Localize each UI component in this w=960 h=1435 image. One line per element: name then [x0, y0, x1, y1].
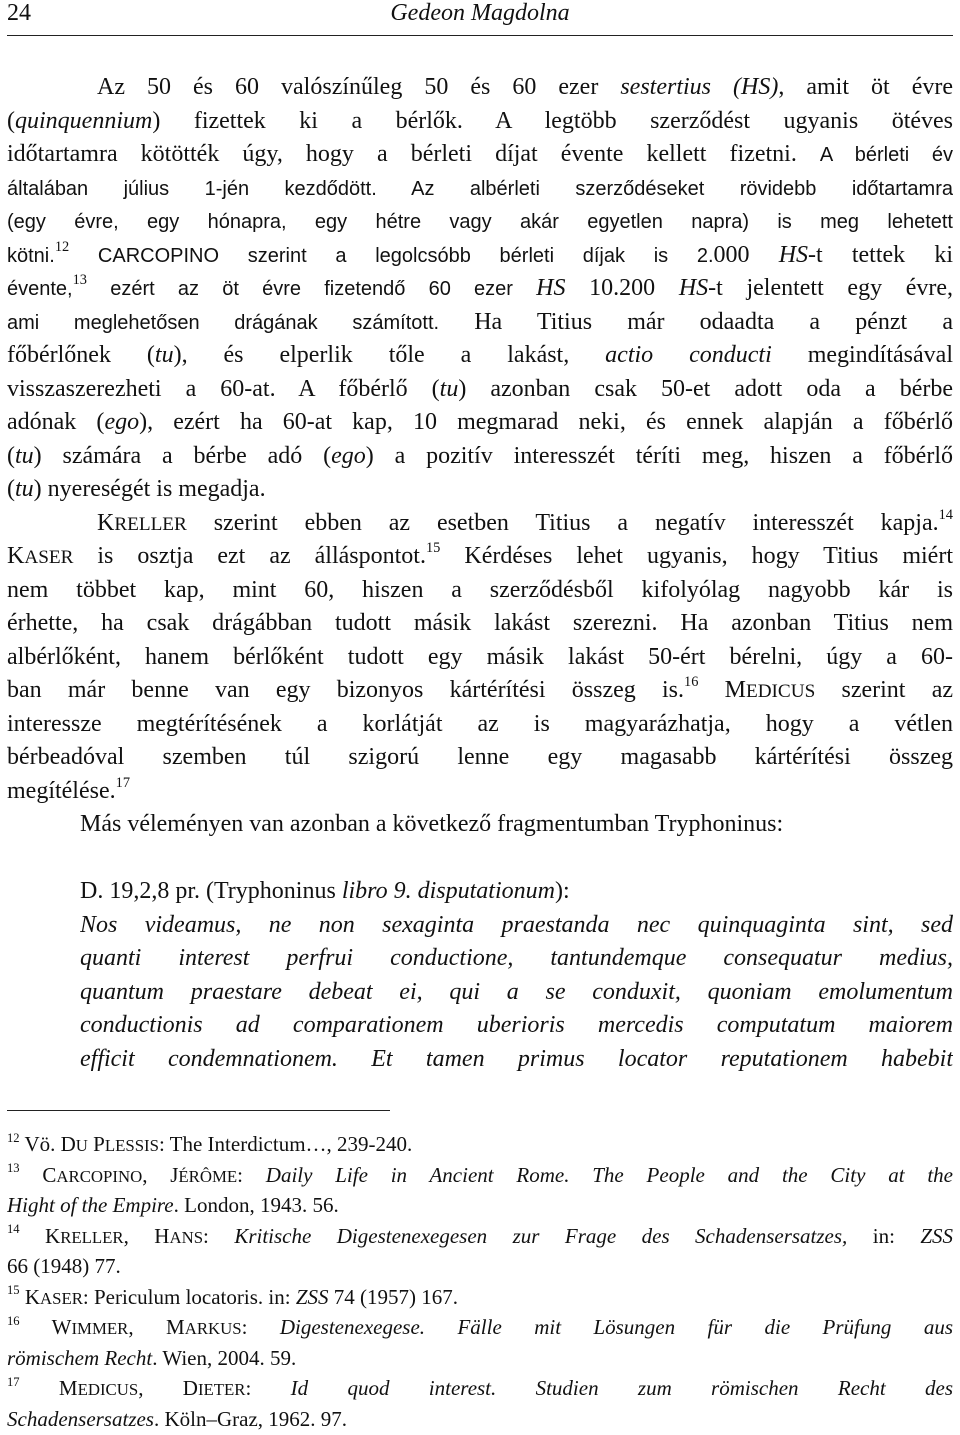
- text-run: ) számára a bérbe adó (: [33, 442, 332, 469]
- italic-run: Kritische Digestenexegesen zur Frage des Schadensersatzes,: [234, 1223, 848, 1248]
- italic-run: HS: [536, 275, 566, 301]
- footnote-line: [7, 1404, 953, 1435]
- sans-run: C: [69, 244, 113, 267]
- text-run: W: [19, 1315, 72, 1339]
- text-line: [7, 574, 953, 608]
- text-run: , H: [123, 1223, 170, 1248]
- italic-run: sestertius (HS): [620, 74, 779, 100]
- footnote-divider: [7, 1110, 390, 1111]
- sans-run: általában július 1-jén kezdődött. Az albérleti szerződéseket rövidebb időtartamra: [7, 177, 953, 200]
- text-line: [7, 607, 953, 641]
- sans-run: ezért az öt évre fizetendő 60 ezer: [87, 278, 537, 300]
- body-text: [7, 71, 953, 1076]
- footnote-ref: 13: [7, 1161, 20, 1176]
- text-run: -t tettek ki: [808, 241, 953, 268]
- italic-run: HS: [678, 275, 709, 301]
- text-run: . Wien, 2004. 59.: [152, 1345, 297, 1370]
- text-run: bérbeadóval szemben túl szigorú lenne egy magasabb kártérítési összeg: [7, 744, 953, 770]
- text-run: 000: [713, 241, 779, 268]
- footnote-line: [7, 1251, 953, 1282]
- small-caps-run: LESSIS: [104, 1136, 159, 1155]
- italic-run: römischem Recht: [7, 1345, 153, 1370]
- text-line: [7, 708, 953, 742]
- footnote-line: [7, 1312, 953, 1343]
- text-run: megindításával: [771, 342, 953, 368]
- text-run: K: [19, 1284, 41, 1309]
- italic-run: efficit condemnationem. Et tamen primus locator reputationem habebit: [80, 1045, 953, 1072]
- text-run: K: [97, 509, 115, 536]
- footnote-line: [7, 1160, 953, 1191]
- text-line: [7, 105, 953, 139]
- italic-run: quantum praestare debeat ei, qui a se conduxit, quoniam emolumentum: [80, 978, 953, 1005]
- text-line: [7, 775, 953, 809]
- text-run: megítélése.: [7, 777, 116, 804]
- quote-line: [80, 1043, 953, 1077]
- text-run: ), ezért ha 60-at kap, 10 megmarad neki, és ennek alapján a főbérlő: [139, 409, 953, 435]
- italic-run: ZSS: [295, 1284, 329, 1309]
- footnote-line: [7, 1343, 953, 1374]
- footnote: [7, 1282, 953, 1313]
- text-run: 10.200: [565, 275, 679, 301]
- text-run: , D: [138, 1376, 198, 1400]
- text-line: [7, 172, 953, 206]
- small-caps-run: ARKUS: [184, 1319, 242, 1338]
- footnote: [7, 1160, 953, 1221]
- text-run: Az 50 és 60 valószínűleg 50 és 60 ezer: [97, 74, 621, 100]
- sans-run: (egy évre, egy hónapra, egy hétre vagy akár egyetlen napra) is meg lehetett: [7, 211, 953, 233]
- italic-run: Digestenexegese. Fälle mit Lösungen für die Prüfung aus: [279, 1315, 953, 1339]
- sans-run: ami meglehetősen drágának számított.: [7, 311, 440, 334]
- text-run: ban már benne van egy bizonyos kártérítési összeg is.: [7, 677, 684, 703]
- sans-small-caps-run: ARCOPINO: [112, 244, 220, 267]
- header-divider: [7, 35, 953, 36]
- text-line: [80, 875, 953, 909]
- text-run: , J: [142, 1162, 179, 1187]
- footnote-ref: 12: [54, 238, 70, 255]
- text-run: albérlőként, hanem bérlőként tudott egy másik lakást 50-ért bérelni, úgy a 60-: [7, 643, 953, 670]
- footnote-line: [7, 1221, 953, 1252]
- footnote: [7, 1129, 953, 1160]
- small-caps-run: ASER: [40, 1288, 83, 1308]
- text-run: :: [203, 1223, 235, 1248]
- italic-run: Nos videamus, ne non sexaginta praestanda nec quinquaginta sint, sed: [80, 911, 953, 938]
- body-paragraphs: [7, 71, 953, 808]
- blank-line: [7, 842, 953, 876]
- text-run: P: [87, 1132, 105, 1156]
- text-line: [7, 373, 953, 407]
- text-line: [7, 641, 953, 675]
- small-caps-run: IETER: [197, 1380, 246, 1399]
- paragraph: [7, 507, 953, 809]
- text-run: is osztja ezt az álláspontot.: [73, 543, 426, 569]
- lead-sentence: [80, 808, 953, 842]
- text-run: interessze megtérítésének a korlátját az is magyarázhatja, hogy a vétlen: [7, 710, 953, 737]
- text-line: [80, 808, 953, 842]
- small-caps-run: ARCOPINO: [56, 1166, 143, 1186]
- text-run: : The Interdictum…, 239-240.: [158, 1132, 413, 1156]
- italic-run: quanti interest perfrui conductione, tantundemque consequatur medius,: [80, 945, 953, 971]
- italic-run: tu: [439, 375, 459, 402]
- footnote-ref: 13: [72, 272, 87, 289]
- sans-run: kötni.: [7, 244, 55, 267]
- text-run: -t jelentett egy évre,: [708, 275, 953, 301]
- italic-run: tu: [15, 476, 34, 502]
- text-line: [7, 71, 953, 105]
- small-caps-run: RELLER: [114, 513, 187, 535]
- paragraph: [7, 71, 953, 507]
- quote-line: [80, 909, 953, 943]
- italic-run: Hight of the Empire: [7, 1193, 174, 1217]
- text-line: [7, 272, 953, 306]
- text-run: M: [698, 677, 746, 703]
- italic-run: HS: [778, 241, 809, 268]
- text-run: szerint ebben az esetben Titius a negatív interesszét kapja.: [186, 509, 939, 536]
- text-run: nem többet kap, mint 60, hiszen a szerződésből kifolyólag nagyobb kár is: [7, 576, 953, 603]
- text-run: Vö. D: [19, 1132, 76, 1156]
- text-run: D. 19,2,8 pr. (Tryphoninus: [80, 878, 342, 904]
- footnote-line: [7, 1373, 953, 1404]
- italic-run: libro 9. disputationum: [341, 878, 555, 904]
- italic-run: tu: [154, 342, 174, 368]
- text-run: adónak (: [7, 409, 105, 435]
- footnote-ref: 16: [7, 1313, 20, 1328]
- text-run: Ha Titius már odaadta a pénzt a: [439, 308, 953, 335]
- italic-run: quinquennium: [15, 107, 153, 134]
- text-run: :: [237, 1162, 266, 1187]
- italic-run: Schadensersatzes: [7, 1406, 154, 1431]
- text-line: [7, 674, 953, 708]
- source-citation: [80, 875, 953, 909]
- text-run: (: [7, 476, 15, 502]
- footnote-line: [7, 1282, 953, 1313]
- text-run: . London, 1943. 56.: [173, 1193, 339, 1217]
- text-run: K: [7, 543, 25, 569]
- text-run: M: [19, 1376, 78, 1400]
- footnote: [7, 1312, 953, 1373]
- text-run: ):: [554, 878, 570, 904]
- text-line: [7, 205, 953, 239]
- footnote-ref: 16: [684, 674, 699, 691]
- text-line: [7, 741, 953, 775]
- text-line: [7, 473, 953, 507]
- text-line: [7, 440, 953, 474]
- small-caps-run: ÉRÔME: [178, 1166, 238, 1186]
- footnote-line: [7, 1190, 953, 1221]
- footnote-ref: 12: [7, 1130, 20, 1145]
- italic-run: Id quod interest. Studien zum römischen Recht des: [290, 1376, 953, 1400]
- text-run: (: [7, 107, 15, 134]
- italic-run: ZSS: [920, 1223, 953, 1248]
- small-caps-run: IMMER: [71, 1319, 129, 1338]
- small-caps-run: ANS: [169, 1227, 204, 1247]
- text-line: [7, 138, 953, 172]
- italic-run: actio conducti: [605, 342, 772, 368]
- latin-quotation: [80, 909, 953, 1077]
- footnote-ref: 17: [115, 774, 131, 791]
- small-caps-run: ASER: [24, 547, 74, 568]
- text-run: Más véleményen van azonban a következő fragmentumban Tryphoninus:: [80, 811, 784, 837]
- page-number: 24: [7, 0, 31, 26]
- text-run: ) a pozitív interesszét téríti meg, hiszen a főbérlő: [365, 442, 953, 469]
- text-line: [7, 339, 953, 373]
- footnote-ref: 15: [7, 1283, 20, 1298]
- small-caps-run: U: [75, 1136, 88, 1155]
- text-run: 74 (1957) 167.: [328, 1284, 458, 1309]
- text-run: ), és elperlik tőle a lakást,: [173, 342, 606, 368]
- italic-run: ego: [331, 442, 366, 469]
- text-run: (: [7, 442, 15, 469]
- text-run: :: [241, 1315, 280, 1339]
- footnote-ref: 14: [7, 1222, 20, 1237]
- sans-run: A bérleti év: [819, 144, 953, 166]
- text-run: ) fizettek ki a bérlők. A legtöbb szerződést ugyanis ötéves: [152, 107, 953, 134]
- italic-run: tu: [15, 442, 34, 469]
- footnote: [7, 1373, 953, 1434]
- text-run: ) nyereségét is megadja.: [33, 476, 266, 502]
- quote-line: [80, 1009, 953, 1043]
- text-run: in:: [847, 1223, 921, 1248]
- italic-run: Daily Life in Ancient Rome. The People and the City at the: [265, 1162, 953, 1187]
- text-run: Kérdéses lehet ugyanis, hogy Titius miért: [440, 543, 953, 569]
- sans-run: szerint a legolcsóbb bérleti díjak is 2.: [219, 244, 714, 267]
- italic-run: conductionis ad comparationem uberioris mercedis computatum maiorem: [80, 1012, 953, 1038]
- text-line: [7, 239, 953, 273]
- small-caps-run: RELLER: [60, 1227, 124, 1247]
- text-run: , amit öt évre: [778, 74, 953, 100]
- small-caps-run: EDICUS: [745, 681, 816, 702]
- sans-run: évente,: [7, 278, 73, 300]
- text-run: 66 (1948) 77.: [7, 1254, 121, 1278]
- footnote: [7, 1221, 953, 1282]
- text-run: visszaszerezheti a 60-at. A főbérlő (: [7, 375, 440, 402]
- text-run: időtartamra kötötték úgy, hogy a bérleti díjat évente kellett fizetni.: [7, 141, 820, 167]
- text-run: főbérlőnek (: [7, 342, 155, 368]
- text-line: [7, 306, 953, 340]
- text-run: :: [245, 1376, 291, 1400]
- text-run: szerint az: [815, 677, 953, 703]
- running-header-author: Gedeon Magdolna: [390, 0, 570, 26]
- footnote-ref: 15: [425, 540, 441, 557]
- text-run: ) azonban csak 50-et adott oda a bérbe: [458, 375, 953, 402]
- text-line: [7, 406, 953, 440]
- text-run: : Periculum locatoris. in:: [82, 1284, 296, 1309]
- italic-run: ego: [104, 409, 140, 435]
- text-run: érhette, ha csak drágábban tudott másik lakást szerezni. Ha azonban Titius nem: [7, 610, 953, 636]
- quote-line: [80, 976, 953, 1010]
- text-run: C: [19, 1162, 57, 1187]
- footnote-ref: 17: [7, 1374, 20, 1389]
- text-run: . Köln–Graz, 1962. 97.: [153, 1406, 348, 1431]
- text-line: [7, 540, 953, 574]
- footnotes: [7, 1129, 953, 1434]
- text-run: , M: [128, 1315, 185, 1339]
- footnote-ref: 14: [938, 506, 953, 523]
- text-line: [7, 507, 953, 541]
- footnote-line: [7, 1129, 953, 1160]
- text-run: K: [19, 1223, 61, 1248]
- small-caps-run: EDICUS: [77, 1380, 139, 1399]
- quote-line: [80, 942, 953, 976]
